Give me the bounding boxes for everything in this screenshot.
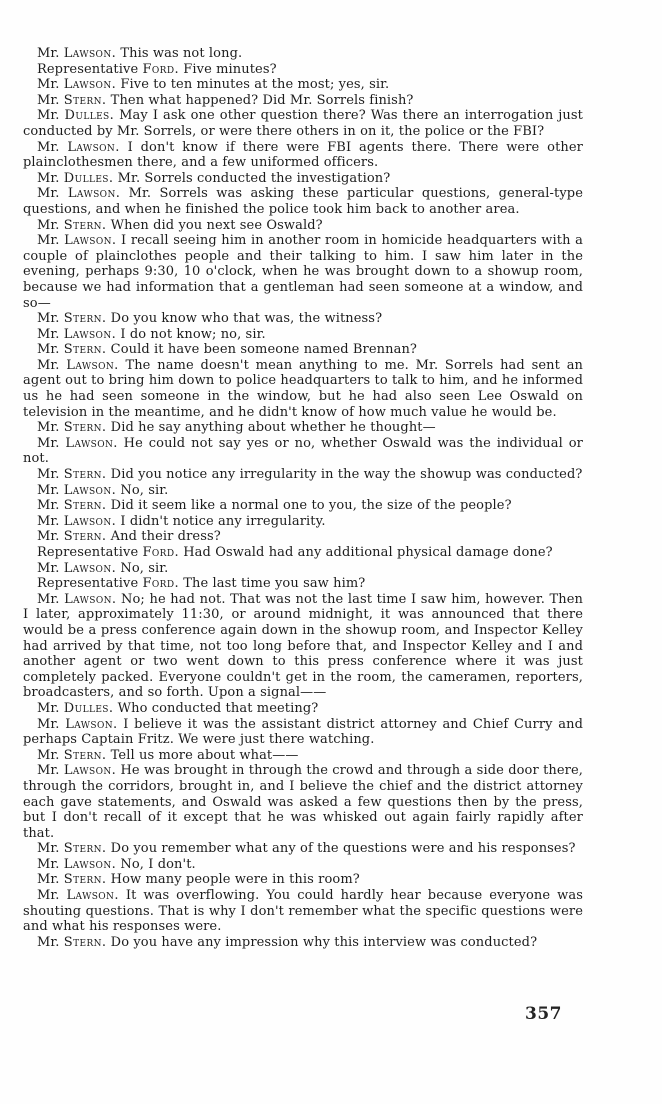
speech-text: Did it seem like a normal one to you, the size of the people? xyxy=(110,498,512,514)
speech-text: Do you know who that was, the witness? xyxy=(110,311,383,327)
speaker-prefix: Mr. xyxy=(37,467,60,483)
speaker-name: Lawson. xyxy=(67,139,120,155)
speech-text: How many people were in this room? xyxy=(110,872,360,888)
dialogue-paragraph xyxy=(23,108,583,139)
speaker-prefix: Mr. xyxy=(37,326,60,342)
speaker-prefix: Mr. xyxy=(37,435,60,451)
speaker-prefix: Mr. xyxy=(37,108,60,124)
speaker-name: Stern. xyxy=(63,217,107,233)
speaker-prefix: Mr. xyxy=(37,498,60,514)
speech-text: Five to ten minutes at the most; yes, sir. xyxy=(120,77,390,93)
dialogue-paragraph xyxy=(23,857,583,873)
speech-text: He was brought in through the crowd and through a side door there, through the corridors, brought in, and I believe the chief and the district attorney each gave statements, and Oswald was asked a few questions then by the press, but I don't recall of it except that he was whisked out again fairly rapidly after that. xyxy=(23,763,583,841)
speech-text: And their dress? xyxy=(110,529,221,545)
dialogue-paragraph xyxy=(23,140,583,171)
speaker-prefix: Mr. xyxy=(37,357,60,373)
dialogue-paragraph xyxy=(23,561,583,577)
speaker-name: Lawson. xyxy=(65,716,118,732)
dialogue-paragraph xyxy=(23,529,583,545)
speaker-name: Lawson. xyxy=(63,560,117,576)
dialogue-paragraph xyxy=(23,186,583,217)
speaker-name: Lawson. xyxy=(63,482,117,498)
dialogue-paragraph xyxy=(23,311,583,327)
speaker-name: Lawson. xyxy=(65,435,118,451)
speaker-prefix: Representative xyxy=(37,61,139,77)
dialogue-paragraph xyxy=(23,233,583,311)
speaker-prefix: Mr. xyxy=(37,482,60,498)
speech-text: Mr. Sorrels was asking these particular questions, general-type questions, and when he finished the police took him back to another area. xyxy=(23,186,584,217)
speaker-name: Lawson. xyxy=(63,326,117,342)
dialogue-paragraph xyxy=(23,545,583,561)
dialogue-paragraph xyxy=(23,342,583,358)
speech-text: Five minutes? xyxy=(183,61,277,77)
speaker-name: Ford. xyxy=(142,61,180,77)
page-number: 357 xyxy=(525,1004,562,1024)
dialogue-paragraph xyxy=(23,467,583,483)
dialogue-paragraph xyxy=(23,841,583,857)
speaker-name: Lawson. xyxy=(66,888,119,904)
speech-text: I don't know if there were FBI agents there. There were other plainclothesmen there, and a few uniformed officers. xyxy=(23,139,583,171)
speaker-prefix: Mr. xyxy=(37,747,60,763)
speech-text: I believe it was the assistant district attorney and Chief Curry and perhaps Captain Fritz. We were just there watching. xyxy=(23,716,584,748)
dialogue-paragraph xyxy=(23,358,583,420)
speech-text: Had Oswald had any additional physical damage done? xyxy=(183,545,553,560)
speaker-prefix: Mr. xyxy=(37,233,60,249)
dialogue-paragraph xyxy=(23,420,583,436)
dialogue-paragraph xyxy=(23,763,583,841)
speaker-name: Lawson. xyxy=(63,77,117,93)
speaker-prefix: Mr. xyxy=(37,46,60,61)
dialogue-paragraph xyxy=(23,701,583,717)
speaker-name: Stern. xyxy=(63,467,107,483)
speech-text: Tell us more about what—— xyxy=(110,747,299,763)
speaker-name: Lawson. xyxy=(67,186,121,202)
speaker-prefix: Mr. xyxy=(37,560,60,576)
speaker-prefix: Mr. xyxy=(37,139,60,155)
speech-text: May I ask one other question there? Was there an interrogation just conducted by Mr. Sorrels, or were there others in on it, the police or the FBI? xyxy=(23,108,583,139)
speaker-name: Stern. xyxy=(63,934,107,950)
speaker-prefix: Mr. xyxy=(37,513,60,529)
testimony-text xyxy=(23,46,583,950)
speech-text: The last time you saw him? xyxy=(183,576,366,592)
speaker-prefix: Mr. xyxy=(37,700,60,716)
speaker-prefix: Mr. xyxy=(37,186,60,202)
speaker-prefix: Mr. xyxy=(37,311,60,327)
speech-text: No, sir. xyxy=(120,482,169,498)
dialogue-paragraph xyxy=(23,514,583,530)
speech-text: The name doesn't mean anything to me. Mr. Sorrels had sent an agent out to bring him down to police headquarters to talk to him, and he informed us he had seen someone in the window, but he had also seen Lee Oswald on television in the meantime, and he didn't know of how much value he would be. xyxy=(23,357,584,420)
speech-text: Then what happened? Did Mr. Sorrels finish? xyxy=(110,92,414,108)
speaker-name: Dulles. xyxy=(63,700,114,716)
speaker-prefix: Mr. xyxy=(37,856,60,872)
dialogue-paragraph xyxy=(23,62,583,78)
dialogue-paragraph xyxy=(23,748,583,764)
speech-text: Mr. Sorrels conducted the investigation? xyxy=(117,170,391,186)
speaker-name: Stern. xyxy=(63,529,107,545)
dialogue-paragraph xyxy=(23,888,583,935)
speaker-name: Stern. xyxy=(63,92,107,108)
speaker-name: Lawson. xyxy=(63,513,117,529)
dialogue-paragraph xyxy=(23,592,583,701)
speaker-prefix: Mr. xyxy=(37,342,60,358)
speech-text: This was not long. xyxy=(120,46,243,61)
dialogue-paragraph xyxy=(23,218,583,234)
speaker-name: Lawson. xyxy=(63,46,117,61)
speaker-prefix: Mr. xyxy=(37,841,60,857)
speaker-name: Lawson. xyxy=(63,763,117,779)
speaker-prefix: Mr. xyxy=(37,934,60,950)
dialogue-paragraph xyxy=(23,576,583,592)
speaker-name: Stern. xyxy=(63,747,107,763)
speaker-name: Stern. xyxy=(63,498,107,514)
speaker-name: Lawson. xyxy=(63,856,117,872)
speaker-name: Dulles. xyxy=(63,170,114,186)
speech-text: It was overflowing. You could hardly hear because everyone was shouting questions. That is why I don't remember what the specific questions were and what his responses were. xyxy=(23,888,584,935)
speech-text: Do you remember what any of the questions were and his responses? xyxy=(110,841,576,857)
speaker-name: Ford. xyxy=(142,545,180,560)
speaker-prefix: Mr. xyxy=(37,77,60,93)
speaker-name: Stern. xyxy=(63,420,107,436)
speaker-prefix: Mr. xyxy=(37,872,60,888)
speaker-prefix: Mr. xyxy=(37,217,60,233)
speaker-prefix: Mr. xyxy=(37,888,60,904)
speaker-prefix: Representative xyxy=(37,545,139,560)
dialogue-paragraph xyxy=(23,483,583,499)
speech-text: I recall seeing him in another room in homicide headquarters with a couple of plainclothes people and their talking to him. I saw him later in the evening, perhaps 9:30, 10 o'clock, when he was brought down to a showup room, because we had information that a gentleman had seen someone at a window, and so— xyxy=(23,233,583,311)
dialogue-paragraph xyxy=(23,46,583,62)
speaker-name: Stern. xyxy=(63,342,107,358)
speaker-name: Lawson. xyxy=(64,233,117,249)
dialogue-paragraph xyxy=(23,327,583,343)
speech-text: No; he had not. That was not the last time I saw him, however. Then I later, approximately 11:30, or around midnight, it was announced that there would be a press conference again down in the showup room, and Inspector Kelley had arrived by that time, not too long before that, and Inspector Kelley and I and another agent or two went down to this press conference where it was just completely packed. Everyone couldn't get in the room, the cameramen, reporters, broadcasters, and so forth. Upon a signal—— xyxy=(23,591,584,701)
speaker-name: Stern. xyxy=(63,311,107,327)
dialogue-paragraph xyxy=(23,93,583,109)
speaker-prefix: Mr. xyxy=(37,92,60,108)
dialogue-paragraph xyxy=(23,77,583,93)
dialogue-paragraph xyxy=(23,872,583,888)
dialogue-paragraph xyxy=(23,717,583,748)
speaker-name: Lawson. xyxy=(66,357,119,373)
speaker-name: Stern. xyxy=(63,841,107,857)
speaker-prefix: Mr. xyxy=(37,763,60,779)
speaker-name: Stern. xyxy=(63,872,107,888)
speech-text: Did he say anything about whether he thought— xyxy=(110,420,436,436)
speaker-prefix: Representative xyxy=(37,576,139,592)
speaker-name: Dulles. xyxy=(64,108,115,124)
speech-text: Who conducted that meeting? xyxy=(117,700,319,716)
speech-text: He could not say yes or no, whether Oswald was the individual or not. xyxy=(23,435,583,467)
speech-text: No, I don't. xyxy=(120,856,196,872)
dialogue-paragraph xyxy=(23,436,583,467)
speaker-prefix: Mr. xyxy=(37,591,60,607)
speaker-prefix: Mr. xyxy=(37,420,60,436)
speech-text: I didn't notice any irregularity. xyxy=(120,513,326,529)
speaker-name: Lawson. xyxy=(64,591,117,607)
dialogue-paragraph xyxy=(23,498,583,514)
speaker-prefix: Mr. xyxy=(37,529,60,545)
speech-text: Could it have been someone named Brennan? xyxy=(110,342,417,358)
speech-text: Do you have any impression why this interview was conducted? xyxy=(110,934,538,950)
speech-text: When did you next see Oswald? xyxy=(110,217,323,233)
speaker-prefix: Mr. xyxy=(37,716,60,732)
speech-text: I do not know; no, sir. xyxy=(120,326,266,342)
speech-text: No, sir. xyxy=(120,560,169,576)
dialogue-paragraph xyxy=(23,935,583,951)
dialogue-paragraph xyxy=(23,171,583,187)
speaker-name: Ford. xyxy=(142,576,180,592)
speaker-prefix: Mr. xyxy=(37,170,60,186)
speech-text: Did you notice any irregularity in the way the showup was conducted? xyxy=(110,467,583,483)
